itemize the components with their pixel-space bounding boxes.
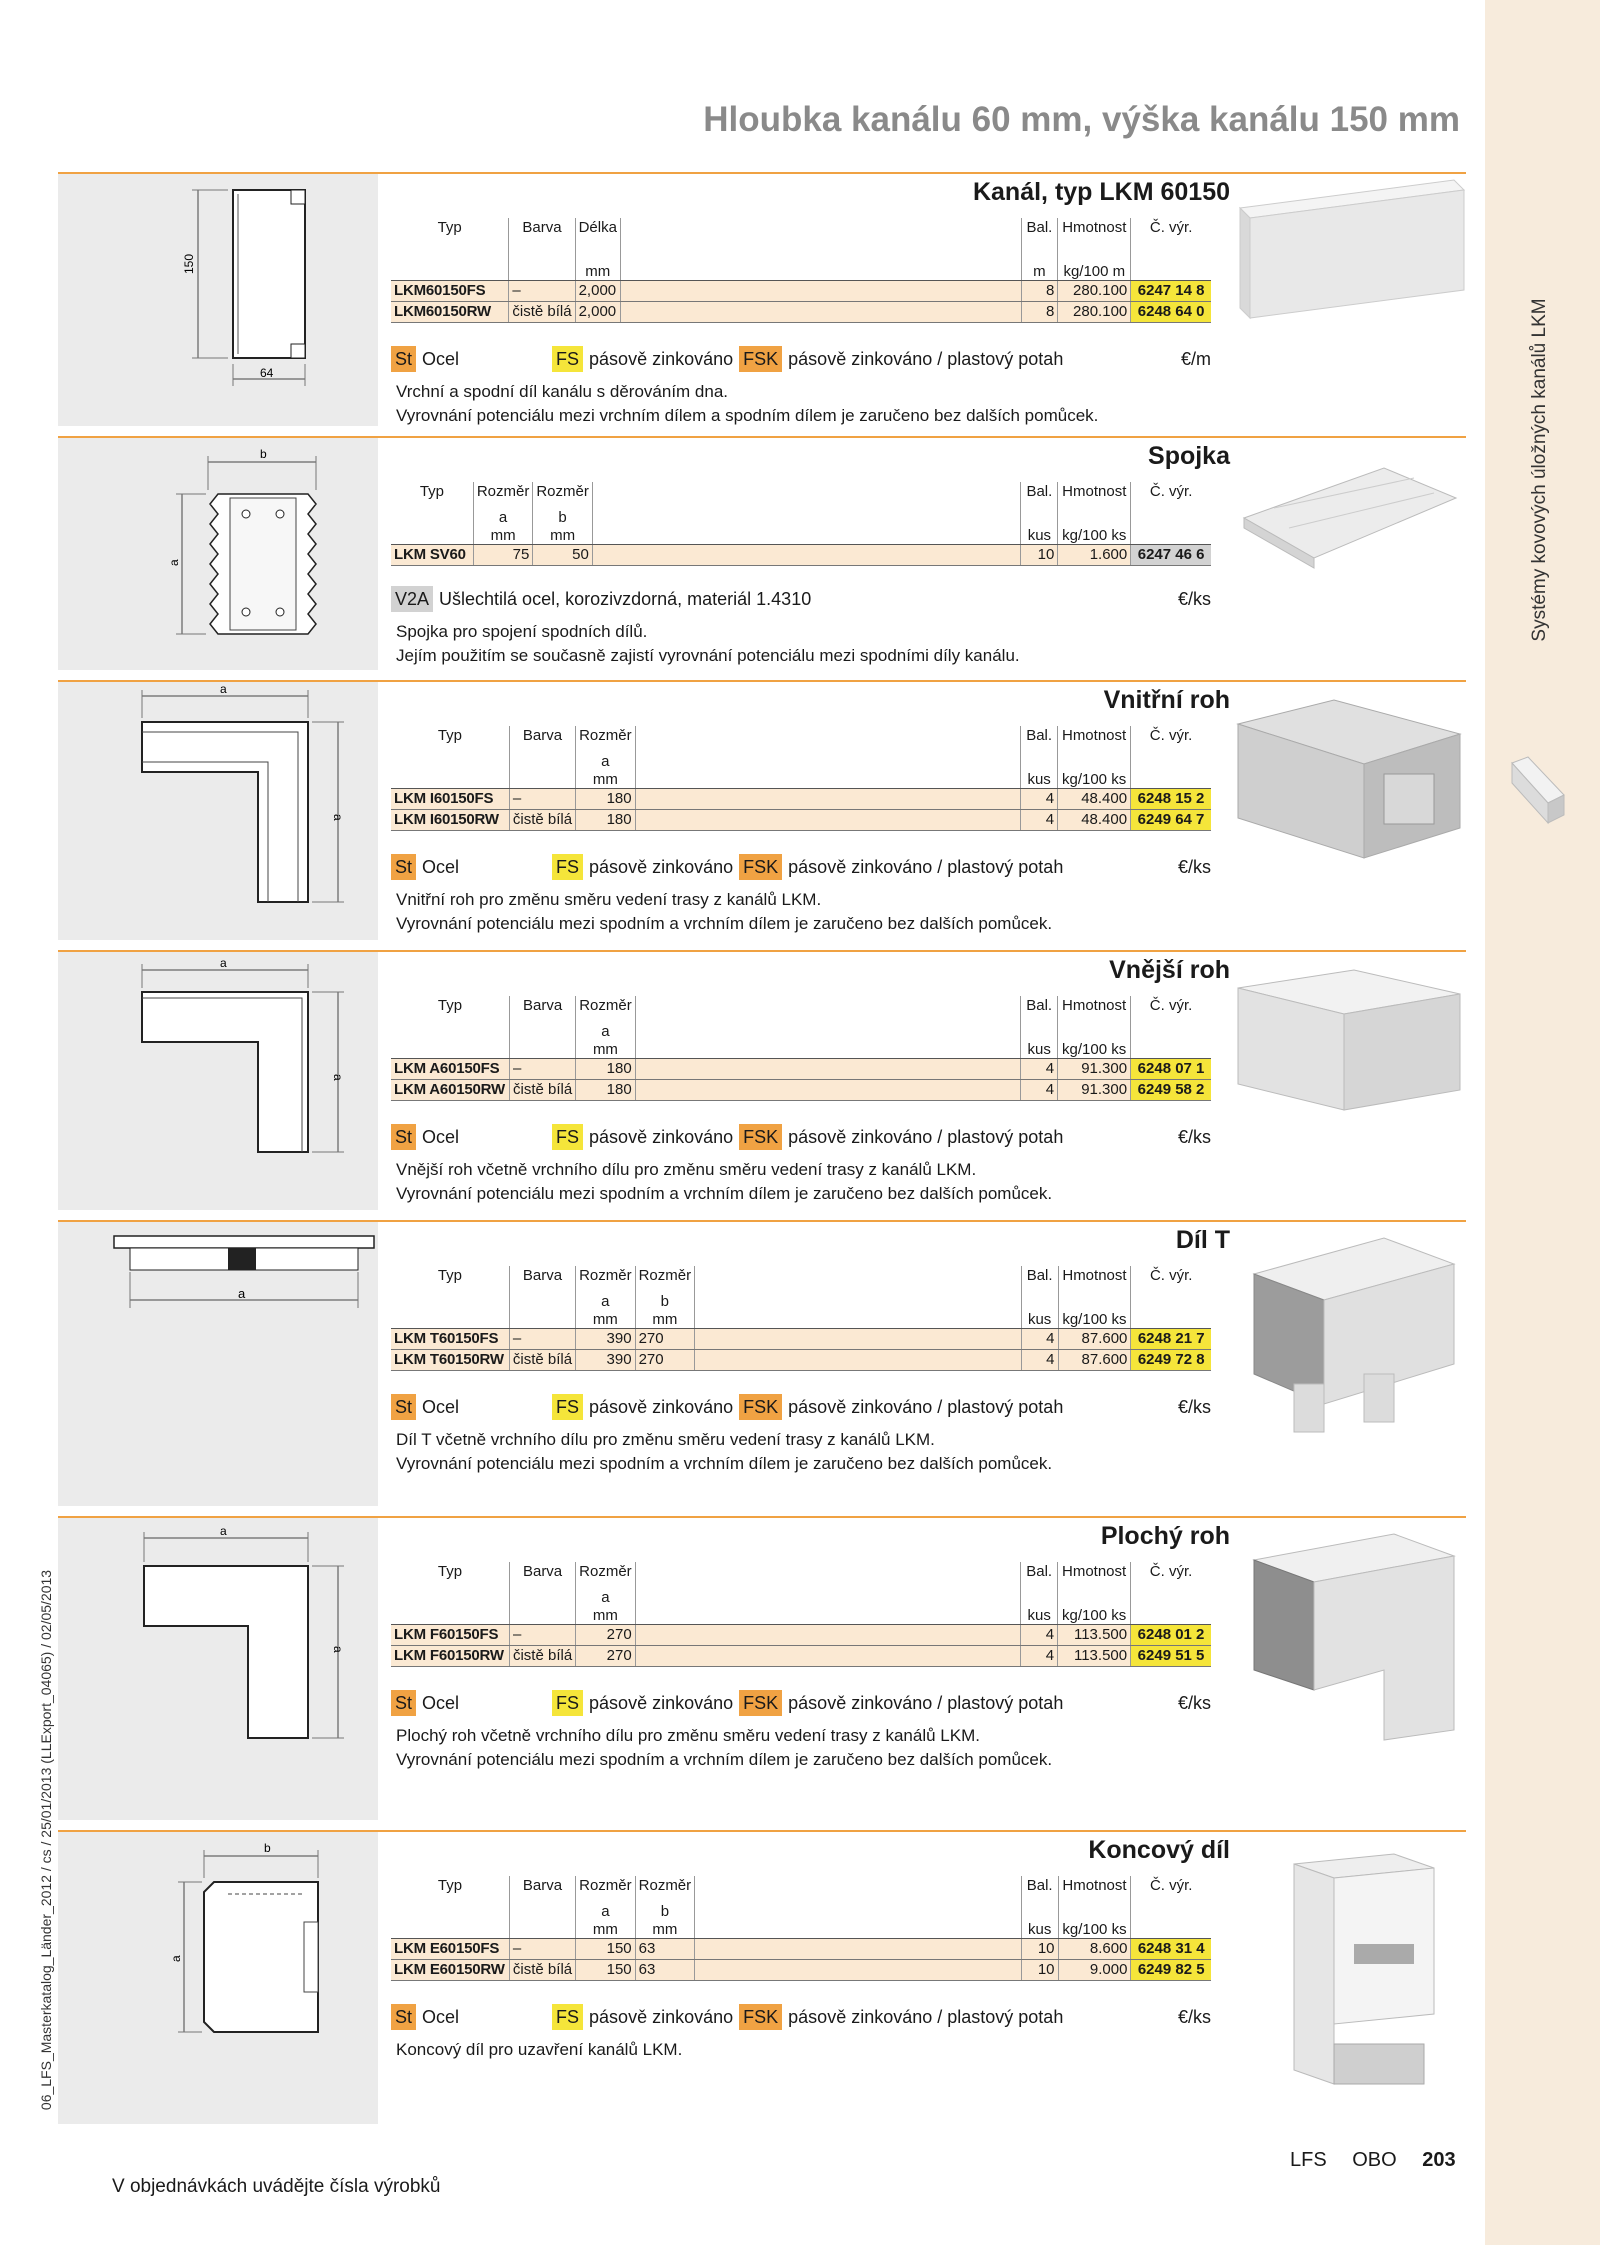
unit-mm: mm xyxy=(576,772,636,789)
spec-table xyxy=(391,996,1211,1101)
header-b: b xyxy=(635,1902,695,1922)
label-st: Ocel xyxy=(422,856,460,877)
header-bal: Bal. xyxy=(1021,482,1058,508)
unit-mm: mm xyxy=(576,1922,636,1939)
label-fsk: pásově zinkováno / plastový potah xyxy=(788,1126,1064,1147)
section-inner-corner xyxy=(58,680,1466,948)
desc-line: Vrchní a spodní díl kanálu s děrováním dna. xyxy=(396,382,729,401)
badge-st: St xyxy=(391,854,416,880)
unit-kg100ks: kg/100 ks xyxy=(1058,1312,1131,1329)
spec-table xyxy=(391,218,1211,323)
table-row: LKM T60150FS – 390 270 4 87.600 6248 21 7 xyxy=(391,1329,1211,1350)
dim-a-label: a xyxy=(167,559,181,566)
header-bal: Bal. xyxy=(1021,996,1058,1022)
label-fs: pásově zinkováno xyxy=(589,1396,734,1417)
table-row: LKM SV60 75 50 10 1.600 6247 46 6 xyxy=(391,545,1211,566)
drawing-end-piece xyxy=(58,1832,378,2124)
header-rozmer-a: Rozměr xyxy=(473,482,533,508)
label-st: Ocel xyxy=(422,1692,460,1713)
header-hmotnost: Hmotnost xyxy=(1058,218,1131,244)
spec-table xyxy=(391,726,1211,831)
badge-v2a: V2A xyxy=(391,586,433,612)
dim-a-label: a xyxy=(220,682,227,696)
material-legend xyxy=(391,586,1211,612)
header-rozmer-b: Rozměr xyxy=(635,1266,695,1292)
unit-kus: kus xyxy=(1021,1312,1058,1329)
unit-kg100ks: kg/100 ks xyxy=(1058,772,1131,789)
table-row: LKM E60150FS – 150 63 10 8.600 6248 31 4 xyxy=(391,1939,1211,1960)
header-barva: Barva xyxy=(509,996,575,1022)
label-st: Ocel xyxy=(422,1396,460,1417)
header-typ: Typ xyxy=(437,1563,463,1580)
dim-a-label: a xyxy=(220,956,227,970)
material-legend xyxy=(391,346,1211,372)
header-typ: Typ xyxy=(437,727,463,744)
unit-mm: mm xyxy=(533,528,593,545)
brand-obo: OBO xyxy=(1352,2149,1397,2171)
label-st: Ocel xyxy=(422,348,460,369)
dim-a-label: a xyxy=(331,1074,345,1081)
header-a: a xyxy=(576,1022,636,1042)
header-barva: Barva xyxy=(509,1266,575,1292)
header-a: a xyxy=(576,1902,636,1922)
badge-fs: FS xyxy=(552,854,583,880)
header-a: a xyxy=(473,508,533,528)
header-hmotnost: Hmotnost xyxy=(1058,1562,1131,1588)
unit-mm: mm xyxy=(576,1608,636,1625)
spec-table xyxy=(391,1562,1211,1667)
unit-kg100ks: kg/100 ks xyxy=(1058,1922,1131,1939)
label-fs: pásově zinkováno xyxy=(589,856,734,877)
section-title: Kanál, typ LKM 60150 xyxy=(972,178,1230,206)
dim-a-label: a xyxy=(331,814,345,821)
unit-kus: kus xyxy=(1021,528,1058,545)
table-row: LKM I60150RW čistě bílá 180 4 48.400 6249 64 7 xyxy=(391,810,1211,831)
material-legend xyxy=(391,854,1211,880)
table-row: LKM60150RW čistě bílá 2,000 8 280.100 6248 64 0 xyxy=(391,302,1211,323)
section-title: Koncový díl xyxy=(1088,1836,1230,1864)
section-flat-corner xyxy=(58,1516,1466,1828)
header-typ: Typ xyxy=(437,1877,463,1894)
header-cvyr: Č. výr. xyxy=(1131,726,1211,752)
header-bal: Bal. xyxy=(1021,218,1058,244)
desc-line: Plochý roh včetně vrchního dílu pro změnu směru vedení trasy z kanálů LKM. xyxy=(396,1726,980,1745)
header-barva: Barva xyxy=(509,1876,575,1902)
section-title: Vnější roh xyxy=(1109,956,1230,984)
label-fsk: pásově zinkováno / plastový potah xyxy=(788,856,1064,877)
price-unit: €/ks xyxy=(1177,1126,1211,1147)
header-cvyr: Č. výr. xyxy=(1131,1562,1211,1588)
label-fsk: pásově zinkováno / plastový potah xyxy=(788,348,1064,369)
page-title: Hloubka kanálu 60 mm, výška kanálu 150 mm xyxy=(703,100,1460,139)
table-row: LKM F60150FS – 270 4 113.500 6248 01 2 xyxy=(391,1625,1211,1646)
label-fs: pásově zinkováno xyxy=(589,1126,734,1147)
channel-thumbnail-icon xyxy=(1508,755,1566,825)
drawing-outer-corner xyxy=(58,952,378,1210)
unit-mm: mm xyxy=(576,1042,636,1059)
unit-mm: mm xyxy=(473,528,533,545)
side-category-label: Systémy kovových úložných kanálů LKM xyxy=(1529,298,1550,642)
section-description xyxy=(396,620,1020,668)
badge-fsk: FSK xyxy=(739,854,782,880)
dim-a-label: a xyxy=(220,1524,227,1538)
section-description xyxy=(396,888,1052,936)
drawing-inner-corner xyxy=(58,682,378,940)
header-hmotnost: Hmotnost xyxy=(1058,1876,1131,1902)
dim-a-label: a xyxy=(331,1646,345,1653)
desc-line: Vyrovnání potenciálu mezi spodním a vrchním dílem je zaručeno bez dalších pomůcek. xyxy=(396,1750,1053,1769)
section-title: Plochý roh xyxy=(1100,1522,1230,1550)
table-row: LKM60150FS – 2,000 8 280.100 6247 14 8 xyxy=(391,281,1211,302)
dim-a-label: a xyxy=(238,1286,246,1301)
badge-fs: FS xyxy=(552,1394,583,1420)
unit-kg100ks: kg/100 ks xyxy=(1058,1608,1131,1625)
badge-fsk: FSK xyxy=(739,346,782,372)
footer-note: V objednávkách uvádějte čísla výrobků xyxy=(112,2176,441,2197)
header-cvyr: Č. výr. xyxy=(1131,1266,1211,1292)
desc-line: Jejím použitím se současně zajistí vyrovnání potenciálu mezi spodními díly kanálu. xyxy=(396,646,1020,665)
header-hmotnost: Hmotnost xyxy=(1058,996,1131,1022)
section-channel xyxy=(58,172,1466,436)
header-typ: Typ xyxy=(437,219,462,236)
desc-line: Spojka pro spojení spodních dílů. xyxy=(396,622,648,641)
material-legend xyxy=(391,1124,1211,1150)
badge-fsk: FSK xyxy=(739,1124,782,1150)
desc-line: Vnitřní roh pro změnu směru vedení trasy z kanálů LKM. xyxy=(396,890,822,909)
header-a: a xyxy=(576,752,636,772)
header-bal: Bal. xyxy=(1021,1266,1058,1292)
header-rozmer-b: Rozměr xyxy=(533,482,593,508)
header-rozmer-a: Rozměr xyxy=(576,1876,636,1902)
header-typ: Typ xyxy=(437,1267,463,1284)
label-st: Ocel xyxy=(422,2006,460,2027)
drawing-flat-corner xyxy=(58,1518,378,1820)
drawing-tee-piece xyxy=(58,1222,378,1506)
dim-b-label: b xyxy=(264,1841,271,1855)
badge-st: St xyxy=(391,1124,416,1150)
header-rozmer-a: Rozměr xyxy=(576,1266,636,1292)
label-fsk: pásově zinkováno / plastový potah xyxy=(788,1396,1064,1417)
dim-height-label: 150 xyxy=(182,253,196,274)
dim-width-label: 64 xyxy=(260,366,274,380)
badge-fsk: FSK xyxy=(739,1394,782,1420)
material-legend xyxy=(391,1690,1211,1716)
unit-kus: kus xyxy=(1021,1608,1058,1625)
table-row: LKM A60150RW čistě bílá 180 4 91.300 6249 58 2 xyxy=(391,1080,1211,1101)
unit-mm: mm xyxy=(635,1312,695,1329)
price-unit: €/ks xyxy=(1177,856,1211,877)
header-a: a xyxy=(576,1292,636,1312)
unit-kus: kus xyxy=(1021,1922,1058,1939)
section-title: Vnitřní roh xyxy=(1103,686,1230,714)
unit-kus: kus xyxy=(1021,1042,1058,1059)
header-b: b xyxy=(533,508,593,528)
section-description xyxy=(396,2038,682,2062)
header-cvyr: Č. výr. xyxy=(1131,1876,1211,1902)
header-b: b xyxy=(635,1292,695,1312)
label-fsk: pásově zinkováno / plastový potah xyxy=(788,1692,1064,1713)
header-barva: Barva xyxy=(509,726,575,752)
spec-table xyxy=(391,1266,1211,1371)
header-rozmer-a: Rozměr xyxy=(576,996,636,1022)
header-barva: Barva xyxy=(509,1562,575,1588)
material-legend xyxy=(391,1394,1211,1420)
header-bal: Bal. xyxy=(1021,726,1058,752)
dim-a-label: a xyxy=(169,1955,183,1962)
header-hmotnost: Hmotnost xyxy=(1058,1266,1131,1292)
page-number: 203 xyxy=(1422,2149,1456,2171)
dim-b-label: b xyxy=(260,447,267,461)
label-fs: pásově zinkováno xyxy=(589,2006,734,2027)
footer-branding xyxy=(1290,2149,1476,2172)
header-typ: Typ xyxy=(419,483,444,500)
table-row: LKM T60150RW čistě bílá 390 270 4 87.600 6249 72 8 xyxy=(391,1350,1211,1371)
desc-line: Koncový díl pro uzavření kanálů LKM. xyxy=(396,2040,683,2059)
desc-line: Vyrovnání potenciálu mezi spodním a vrchním dílem je zaručeno bez dalších pomůcek. xyxy=(396,914,1053,933)
header-delka: Délka xyxy=(575,218,620,244)
spec-table xyxy=(391,1876,1211,1981)
label-v2a: Ušlechtilá ocel, korozivzdorná, materiál 1.4310 xyxy=(439,588,812,609)
badge-st: St xyxy=(391,2004,416,2030)
document-reference-label: 06_LFS_Masterkatalog_Länder_2012 / cs / 25/01/2013 (LLExport_04065) / 02/05/2013 xyxy=(38,1569,54,2111)
label-st: Ocel xyxy=(422,1126,460,1147)
header-cvyr: Č. výr. xyxy=(1131,996,1211,1022)
section-outer-corner xyxy=(58,950,1466,1218)
price-unit: €/ks xyxy=(1177,1396,1211,1417)
header-cvyr: Č. výr. xyxy=(1131,482,1211,508)
table-row: LKM I60150FS – 180 4 48.400 6248 15 2 xyxy=(391,789,1211,810)
badge-fsk: FSK xyxy=(739,1690,782,1716)
unit-kg100ks: kg/100 ks xyxy=(1058,528,1131,545)
table-row: LKM E60150RW čistě bílá 150 63 10 9.000 6249 82 5 xyxy=(391,1960,1211,1981)
label-fsk: pásově zinkováno / plastový potah xyxy=(788,2006,1064,2027)
header-a: a xyxy=(576,1588,636,1608)
price-unit: €/ks xyxy=(1177,588,1211,609)
section-description xyxy=(396,1724,1052,1772)
header-rozmer-a: Rozměr xyxy=(576,1562,636,1588)
drawing-coupler xyxy=(58,438,378,670)
table-row: LKM F60150RW čistě bílá 270 4 113.500 6249 51 5 xyxy=(391,1646,1211,1667)
desc-line: Vnější roh včetně vrchního dílu pro změnu směru vedení trasy z kanálů LKM. xyxy=(396,1160,977,1179)
header-typ: Typ xyxy=(437,997,463,1014)
brand-lfs: LFS xyxy=(1290,2149,1327,2171)
unit-kg100ks: kg/100 ks xyxy=(1058,1042,1131,1059)
section-tee-piece xyxy=(58,1220,1466,1514)
price-unit: €/ks xyxy=(1177,2006,1211,2027)
header-bal: Bal. xyxy=(1021,1876,1058,1902)
badge-st: St xyxy=(391,1690,416,1716)
unit-m: m xyxy=(1021,264,1058,281)
section-title: Spojka xyxy=(1148,442,1230,470)
table-row: LKM A60150FS – 180 4 91.300 6248 07 1 xyxy=(391,1059,1211,1080)
unit-mm: mm xyxy=(576,1312,636,1329)
unit-kus: kus xyxy=(1021,772,1058,789)
unit-mm: mm xyxy=(575,264,620,281)
header-bal: Bal. xyxy=(1021,1562,1058,1588)
price-unit: €/m xyxy=(1180,348,1211,369)
label-fs: pásově zinkováno xyxy=(589,1692,734,1713)
section-description xyxy=(396,1158,1052,1206)
desc-line: Vyrovnání potenciálu mezi spodním a vrchním dílem je zaručeno bez dalších pomůcek. xyxy=(396,1184,1053,1203)
section-end-piece xyxy=(58,1830,1466,2132)
spec-table xyxy=(391,482,1211,566)
drawing-channel xyxy=(58,174,378,426)
label-fs: pásově zinkováno xyxy=(589,348,734,369)
section-description xyxy=(396,380,1098,428)
header-rozmer-a: Rozměr xyxy=(576,726,636,752)
section-title: Díl T xyxy=(1175,1226,1230,1254)
header-barva: Barva xyxy=(509,218,575,244)
desc-line: Vyrovnání potenciálu mezi vrchním dílem a spodním dílem je zaručeno bez dalších pomůcek. xyxy=(396,406,1099,425)
section-description xyxy=(396,1428,1052,1476)
badge-st: St xyxy=(391,346,416,372)
header-hmotnost: Hmotnost xyxy=(1058,482,1131,508)
badge-fs: FS xyxy=(552,2004,583,2030)
header-hmotnost: Hmotnost xyxy=(1058,726,1131,752)
unit-mm: mm xyxy=(635,1922,695,1939)
badge-fsk: FSK xyxy=(739,2004,782,2030)
header-rozmer-b: Rozměr xyxy=(635,1876,695,1902)
desc-line: Vyrovnání potenciálu mezi spodním a vrchním dílem je zaručeno bez dalších pomůcek. xyxy=(396,1454,1053,1473)
badge-st: St xyxy=(391,1394,416,1420)
section-coupler xyxy=(58,436,1466,676)
header-cvyr: Č. výr. xyxy=(1131,218,1211,244)
badge-fs: FS xyxy=(552,1124,583,1150)
desc-line: Díl T včetně vrchního dílu pro změnu směru vedení trasy z kanálů LKM. xyxy=(396,1430,935,1449)
badge-fs: FS xyxy=(552,346,583,372)
unit-kg100m: kg/100 m xyxy=(1058,264,1131,281)
badge-fs: FS xyxy=(552,1690,583,1716)
price-unit: €/ks xyxy=(1177,1692,1211,1713)
material-legend xyxy=(391,2004,1211,2030)
